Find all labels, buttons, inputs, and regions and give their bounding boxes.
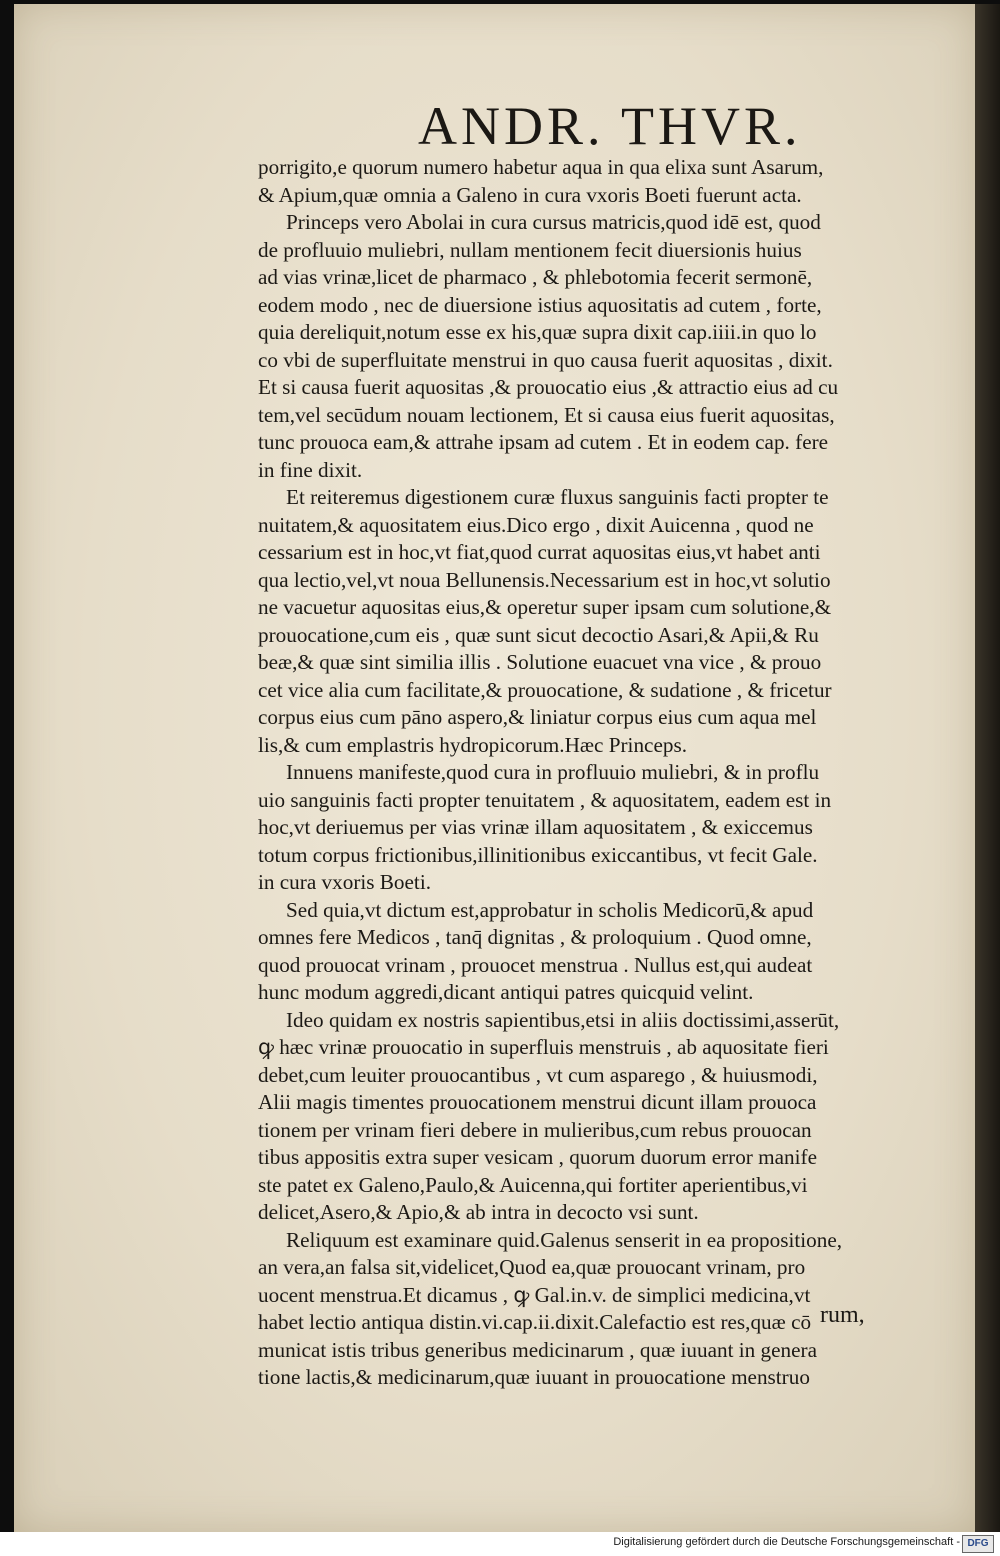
page-gutter: [975, 4, 1000, 1532]
text-line: prouocatione,cum eis , quæ sunt sicut decoctio Asari,& Apii,& Ru: [258, 622, 819, 647]
text-line: Ideo quidam ex nostris sapientibus,etsi in aliis doctissimi,asserūt,: [286, 1007, 840, 1032]
text-line: Princeps vero Abolai in cura cursus matricis,quod idē est, quod: [286, 210, 821, 234]
text-line: municat istis tribus generibus medicinarum , quæ iuuant in genera: [258, 1337, 817, 1362]
text-line: Reliquum est examinare quid.Galenus senserit in ea propositione,: [286, 1227, 843, 1252]
text-line: ad vias vrinæ,licet de pharmaco , & phlebotomia fecerit sermonē,: [258, 265, 813, 289]
text-line: hoc,vt deriuemus per vias vrinæ illam aquositatem , & exiccemus: [258, 815, 813, 839]
text-line: quia dereliquit,notum esse ex his,quæ supra dixit cap.iiii.in quo lo: [258, 320, 817, 344]
text-line: cessarium est in hoc,vt fiat,quod currat aquositas eius,vt habet anti: [258, 540, 821, 564]
text-line: tem,vel secūdum nouam lectionem, Et si causa eius fuerit aquositas,: [258, 402, 835, 427]
text-line: in cura vxoris Boeti.: [258, 870, 431, 894]
text-line: uocent menstrua.Et dicamus , ꝙ Gal.in.v. de simplici medicina,vt: [258, 1282, 811, 1307]
text-line: debet,cum leuiter prouocantibus , vt cum asparego , & huiusmodi,: [258, 1062, 818, 1087]
text-line: co vbi de superfluitate menstrui in quo causa fuerit aquositas , dixit.: [258, 347, 833, 372]
text-line: de profluuio muliebri, nullam mentionem fecit diuersionis huius: [258, 237, 802, 262]
text-line: ste patet ex Galeno,Paulo,& Auicenna,qui fortiter aperientibus,vi: [258, 1172, 808, 1197]
text-line: Et reiteremus digestionem curæ fluxus sanguinis facti propter te: [286, 485, 829, 509]
text-line: totum corpus frictionibus,illinitionibus exiccantibus, vt fecit Gale.: [258, 842, 818, 867]
text-line: ne vacuetur aquositas eius,& operetur super ipsam cum solutione,&: [258, 595, 832, 619]
text-line: tunc prouoca eam,& attrahe ipsam ad cutem . Et in eodem cap. fere: [258, 430, 829, 454]
text-line: corpus eius cum pāno aspero,& liniatur corpus eius cum aqua mel: [258, 705, 817, 729]
text-line: lis,& cum emplastris hydropicorum.Hæc Princeps.: [258, 732, 687, 757]
text-line: Alii magis timentes prouocationem menstrui dicunt illam prouoca: [258, 1090, 817, 1114]
text-line: Sed quia,vt dictum est,approbatur in scholis Medicorū,& apud: [286, 897, 814, 922]
dfg-logo: DFG: [962, 1535, 994, 1553]
catchword: rum,: [820, 1302, 865, 1328]
text-line: omnes fere Medicos , tanq̄ dignitas , & proloquium . Quod omne,: [258, 925, 812, 949]
text-line: tionem per vrinam fieri debere in mulieribus,cum rebus prouocan: [258, 1117, 812, 1142]
text-line: qua lectio,vel,vt noua Bellunensis.Necessarium est in hoc,vt solutio: [258, 567, 831, 592]
text-line: Innuens manifeste,quod cura in profluuio muliebri, & in proflu: [286, 760, 820, 784]
footer-bar: [0, 1532, 1000, 1556]
digitization-note: Digitalisierung gefördert durch die Deutsche Forschungsgemeinschaft -: [613, 1536, 960, 1548]
text-line: & Apium,quæ omnia a Galeno in cura vxoris Boeti fuerunt acta.: [258, 182, 802, 207]
text-line: ꝙ hæc vrinæ prouocatio in superfluis menstruis , ab aquositate fieri: [258, 1035, 829, 1059]
text-line: in fine dixit.: [258, 457, 363, 482]
text-line: delicet,Asero,& Apio,& ab intra in decocto vsi sunt.: [258, 1200, 699, 1224]
text-line: tione lactis,& medicinarum,quæ iuuant in prouocatione menstruo: [258, 1365, 810, 1389]
text-line: tibus appositis extra super vesicam , quorum duorum error manife: [258, 1145, 817, 1169]
text-line: an vera,an falsa sit,videlicet,Quod ea,quæ prouocant vrinam, pro: [258, 1255, 806, 1279]
text-line: Et si causa fuerit aquositas ,& prouocatio eius ,& attractio eius ad cu: [258, 375, 839, 399]
text-line: uio sanguinis facti propter tenuitatem , & aquositatem, eadem est in: [258, 787, 832, 812]
text-line: hunc modum aggredi,dicant antiqui patres quicquid velint.: [258, 980, 754, 1004]
text-line: habet lectio antiqua distin.vi.cap.ii.dixit.Calefactio est res,quæ cō: [258, 1310, 812, 1334]
text-line: nuitatem,& aquositatem eius.Dico ergo , dixit Auicenna , quod ne: [258, 512, 814, 537]
text-line: cet vice alia cum facilitate,& prouocatione, & sudatione , & fricetur: [258, 677, 832, 702]
body-text: [258, 154, 918, 1392]
text-line: quod prouocat vrinam , prouocet menstrua . Nullus est,qui audeat: [258, 952, 813, 977]
text-line: beæ,& quæ sint similia illis . Solutione euacuet vna vice , & prouo: [258, 650, 822, 674]
running-title: ANDR. THVR.: [418, 96, 802, 156]
text-line: eodem modo , nec de diuersione istius aquositatis ad cutem , forte,: [258, 292, 822, 317]
text-line: porrigito,e quorum numero habetur aqua in qua elixa sunt Asarum,: [258, 155, 824, 179]
